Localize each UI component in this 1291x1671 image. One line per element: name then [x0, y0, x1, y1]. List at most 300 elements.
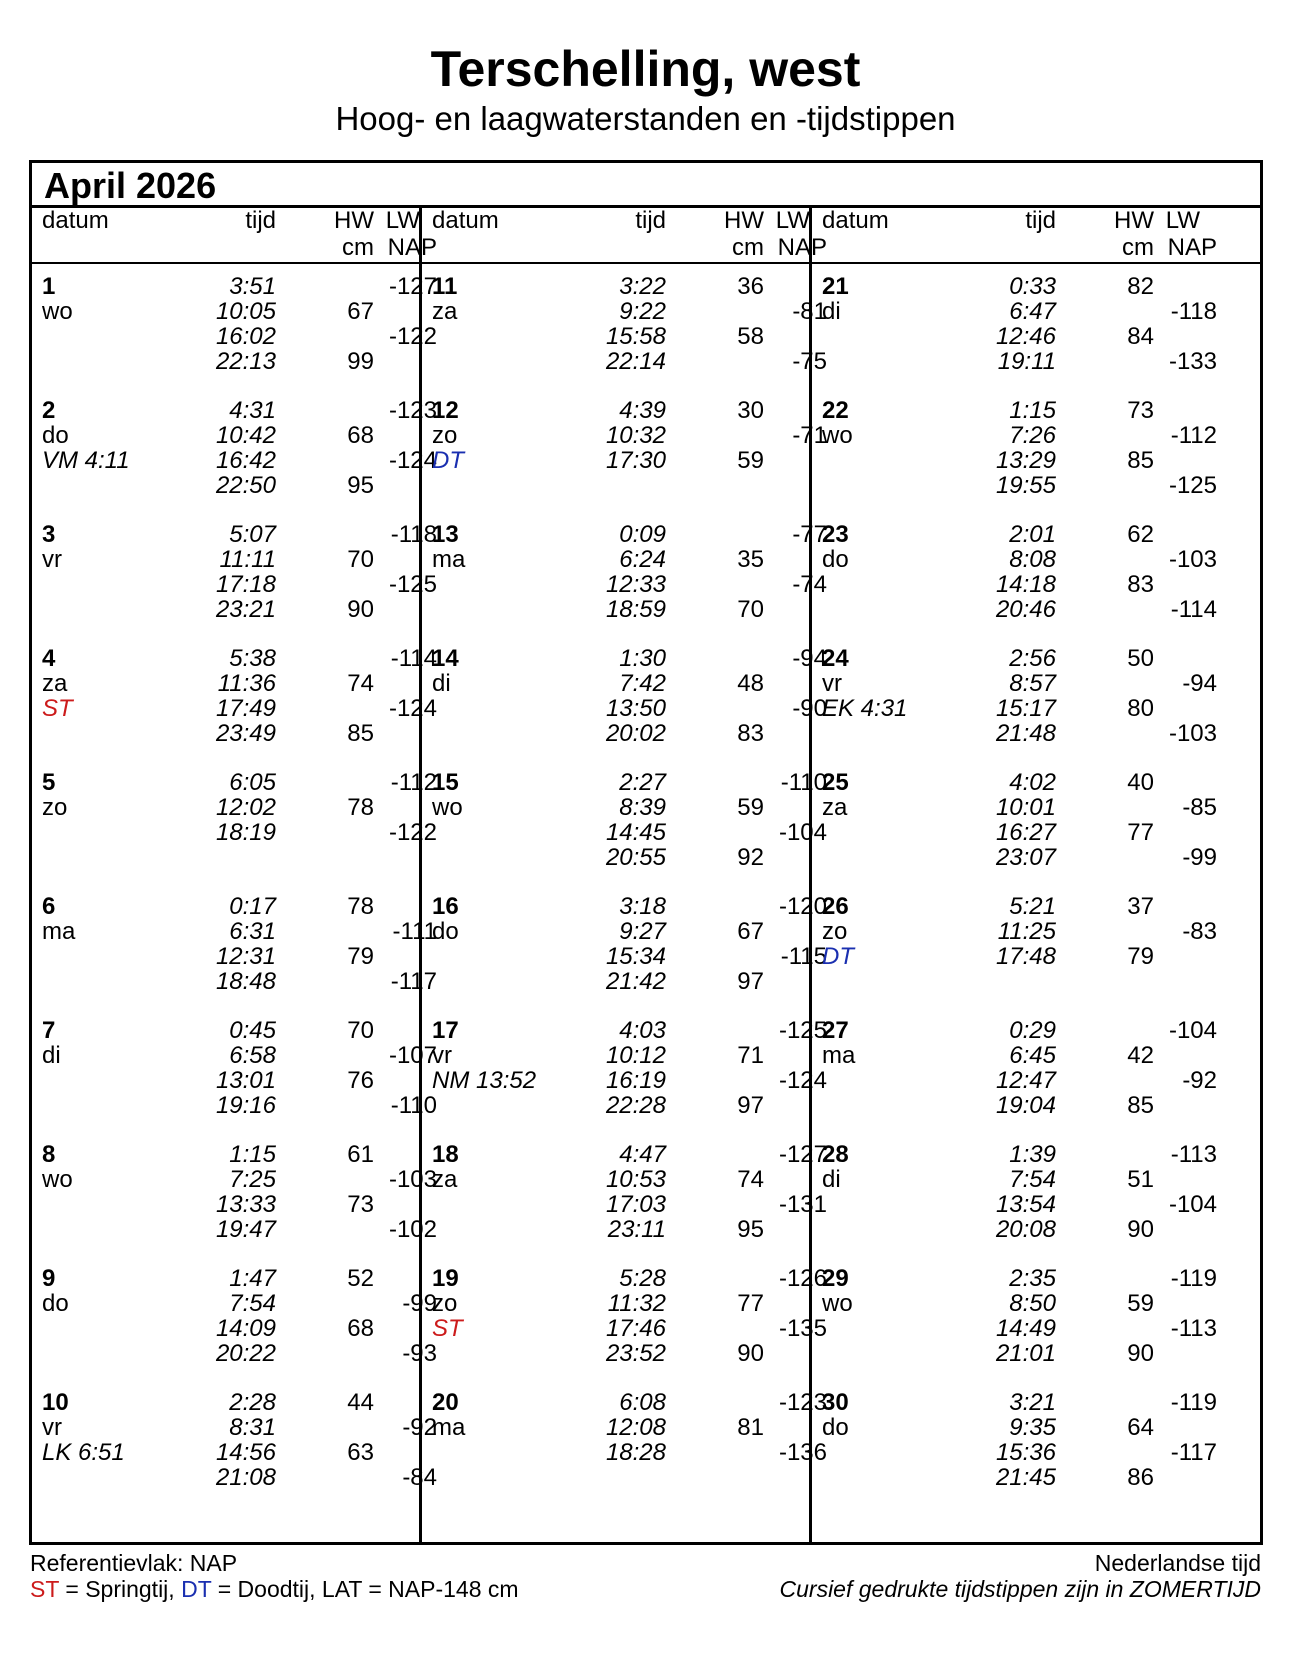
header-nap: NAP: [387, 234, 437, 261]
high-water-row: [422, 1166, 832, 1191]
high-water-level: 58: [737, 323, 764, 350]
high-water-row: [812, 893, 1222, 918]
header-datum: datum: [432, 207, 499, 234]
low-water-level: -119: [1170, 1265, 1217, 1292]
high-water-row: [812, 1414, 1222, 1439]
low-water-level: -107: [388, 1042, 437, 1069]
high-water-level: 85: [347, 720, 374, 747]
day-number: 2: [42, 397, 56, 424]
tide-time: 5:38: [229, 645, 276, 672]
low-water-row: [422, 1017, 832, 1042]
tide-time: 13:50: [605, 695, 666, 722]
tide-time: 22:13: [215, 348, 276, 375]
tide-time: 17:48: [995, 943, 1056, 970]
day-entry: [812, 521, 1222, 645]
high-water-level: 85: [1127, 1092, 1154, 1119]
high-water-row: [422, 447, 832, 472]
tide-time: 14:56: [215, 1439, 276, 1466]
high-water-row: [812, 645, 1222, 670]
low-water-level: -113: [1170, 1141, 1217, 1168]
low-water-level: -94: [792, 645, 827, 672]
day-number: 30: [822, 1389, 849, 1416]
day-number: 16: [432, 893, 459, 920]
tide-table: [29, 160, 1263, 1545]
low-water-level: -111: [392, 918, 437, 945]
low-water-level: -103: [1168, 720, 1217, 747]
tide-time: 7:25: [229, 1166, 276, 1193]
weekday: ma: [432, 546, 466, 573]
high-water-level: 74: [347, 670, 374, 697]
low-water-level: -124: [388, 447, 437, 474]
low-water-row: [32, 273, 442, 298]
high-water-level: 77: [1127, 819, 1154, 846]
high-water-row: [812, 447, 1222, 472]
header-nap: NAP: [777, 234, 827, 261]
tide-time: 2:27: [619, 769, 666, 796]
tide-time: 19:47: [215, 1216, 276, 1243]
high-water-level: 90: [1127, 1340, 1154, 1367]
high-water-level: 82: [1127, 273, 1154, 300]
tide-time: 15:58: [605, 323, 666, 350]
weekday: zo: [432, 422, 458, 449]
tide-time: 2:28: [229, 1389, 276, 1416]
low-water-row: [422, 769, 832, 794]
high-water-level: 95: [347, 472, 374, 499]
st-abbr: ST: [30, 1576, 59, 1602]
tide-time: 0:17: [229, 893, 276, 920]
low-water-row: [32, 645, 442, 670]
low-water-level: -112: [1170, 422, 1217, 449]
tide-time: 6:47: [1009, 298, 1056, 325]
low-water-level: -120: [778, 893, 827, 920]
high-water-level: 67: [737, 918, 764, 945]
tide-time: 6:45: [1009, 1042, 1056, 1069]
weekday: do: [822, 1414, 849, 1441]
low-water-level: -85: [1182, 794, 1217, 821]
page-title: Terschelling, west: [430, 41, 861, 97]
tide-time: 5:07: [229, 521, 276, 548]
tide-time: 7:54: [229, 1290, 276, 1317]
day-number: 21: [822, 273, 849, 300]
high-water-level: 70: [347, 546, 374, 573]
tide-time: 14:49: [995, 1315, 1056, 1342]
header-datum: datum: [822, 207, 889, 234]
tide-time: 21:48: [995, 720, 1056, 747]
tide-time: 7:54: [1009, 1166, 1056, 1193]
tide-time: 9:27: [619, 918, 666, 945]
high-water-row: [812, 1166, 1222, 1191]
low-water-row: [812, 1067, 1222, 1092]
day-entry: [32, 893, 442, 1017]
low-water-row: [422, 348, 832, 373]
high-water-level: 73: [1127, 397, 1154, 424]
low-water-level: -124: [388, 695, 437, 722]
tide-time: 8:57: [1009, 670, 1056, 697]
high-water-level: 79: [1127, 943, 1154, 970]
low-water-level: -114: [390, 645, 437, 672]
day-entry: [32, 1389, 442, 1513]
high-water-level: 61: [347, 1141, 374, 1168]
tide-time: 21:08: [215, 1464, 276, 1491]
tide-time: 12:46: [995, 323, 1056, 350]
tide-time: 14:18: [995, 571, 1056, 598]
high-water-level: 36: [737, 273, 764, 300]
tide-time: 2:56: [1009, 645, 1056, 672]
neap-tide-marker: DT: [432, 447, 464, 474]
day-entry: [422, 273, 832, 397]
low-water-row: [422, 571, 832, 596]
high-water-level: 59: [1127, 1290, 1154, 1317]
low-water-row: [32, 1092, 442, 1117]
low-water-level: -133: [1168, 348, 1217, 375]
high-water-row: [32, 422, 442, 447]
tide-time: 9:22: [619, 298, 666, 325]
tide-time: 7:42: [619, 670, 666, 697]
high-water-level: 48: [737, 670, 764, 697]
tide-time: 17:30: [605, 447, 666, 474]
high-water-row: [32, 720, 442, 745]
low-water-level: -71: [792, 422, 827, 449]
high-water-row: [422, 1414, 832, 1439]
moon-phase-note: LK 6:51: [42, 1439, 125, 1466]
low-water-row: [32, 521, 442, 546]
high-water-row: [32, 943, 442, 968]
low-water-row: [32, 1290, 442, 1315]
tide-time: 13:33: [215, 1191, 276, 1218]
tide-time: 6:58: [229, 1042, 276, 1069]
tide-time: 1:47: [229, 1265, 276, 1292]
tide-time: 8:31: [229, 1414, 276, 1441]
high-water-row: [32, 348, 442, 373]
high-water-row: [812, 943, 1222, 968]
tide-time: 5:21: [1009, 893, 1056, 920]
tide-time: 19:04: [995, 1092, 1056, 1119]
low-water-level: -122: [388, 819, 437, 846]
tide-time: 14:09: [215, 1315, 276, 1342]
low-water-level: -117: [1170, 1439, 1217, 1466]
tide-time: 8:08: [1009, 546, 1056, 573]
spring-tide-marker: ST: [42, 695, 73, 722]
tide-time: 11:36: [217, 670, 276, 697]
high-water-level: 68: [347, 1315, 374, 1342]
high-water-level: 86: [1127, 1464, 1154, 1491]
moon-phase-note: EK 4:31: [822, 695, 908, 722]
weekday: zo: [432, 1290, 458, 1317]
st-text: = Springtij,: [58, 1576, 182, 1602]
low-water-level: -92: [402, 1414, 437, 1441]
tide-time: 18:19: [215, 819, 276, 846]
high-water-level: 97: [737, 968, 764, 995]
tide-time: 4:31: [229, 397, 276, 424]
day-number: 29: [822, 1265, 849, 1292]
tide-time: 10:05: [215, 298, 276, 325]
low-water-row: [32, 1414, 442, 1439]
high-water-level: 70: [737, 596, 764, 623]
day-entry: [32, 1017, 442, 1141]
tide-time: 10:01: [995, 794, 1056, 821]
low-water-row: [812, 844, 1222, 869]
high-water-level: 90: [1127, 1216, 1154, 1243]
high-water-row: [422, 273, 832, 298]
high-water-level: 90: [737, 1340, 764, 1367]
high-water-level: 97: [737, 1092, 764, 1119]
high-water-row: [32, 1389, 442, 1414]
low-water-level: -99: [402, 1290, 437, 1317]
day-entry: [422, 1141, 832, 1265]
high-water-level: 70: [347, 1017, 374, 1044]
high-water-level: 52: [347, 1265, 374, 1292]
tide-time: 13:54: [995, 1191, 1056, 1218]
low-water-level: -104: [778, 819, 827, 846]
spring-tide-marker: ST: [432, 1315, 463, 1342]
legend-note: [30, 1576, 519, 1603]
low-water-row: [422, 893, 832, 918]
tide-time: 8:50: [1009, 1290, 1056, 1317]
high-water-row: [812, 273, 1222, 298]
dt-abbr: DT: [181, 1576, 212, 1602]
tide-time: 20:02: [605, 720, 666, 747]
low-water-row: [812, 1141, 1222, 1166]
high-water-row: [422, 546, 832, 571]
day-entry: [32, 273, 442, 397]
day-number: 14: [432, 645, 459, 672]
tide-time: 21:01: [995, 1340, 1056, 1367]
low-water-row: [32, 571, 442, 596]
low-water-level: -83: [1182, 918, 1217, 945]
day-entry: [812, 1265, 1222, 1389]
day-number: 6: [42, 893, 56, 920]
tide-time: 18:48: [215, 968, 276, 995]
tide-time: 3:22: [619, 273, 666, 300]
day-number: 18: [432, 1141, 459, 1168]
low-water-level: -136: [778, 1439, 827, 1466]
low-water-level: -110: [390, 1092, 437, 1119]
tide-time: 23:07: [995, 844, 1056, 871]
neap-tide-marker: DT: [822, 943, 854, 970]
weekday: wo: [432, 794, 463, 821]
high-water-row: [32, 546, 442, 571]
header-datum: datum: [42, 207, 109, 234]
low-water-row: [32, 1042, 442, 1067]
weekday: ma: [42, 918, 76, 945]
header-hw: HW: [1114, 207, 1154, 234]
day-number: 13: [432, 521, 459, 548]
low-water-level: -119: [1170, 1389, 1217, 1416]
low-water-row: [812, 1315, 1222, 1340]
low-water-level: -92: [1182, 1067, 1217, 1094]
tide-time: 4:03: [619, 1017, 666, 1044]
low-water-row: [812, 546, 1222, 571]
high-water-level: 71: [737, 1042, 764, 1069]
moon-phase-note: VM 4:11: [42, 447, 130, 474]
day-entry: [422, 1389, 832, 1513]
high-water-level: 62: [1127, 521, 1154, 548]
high-water-row: [32, 1017, 442, 1042]
high-water-row: [422, 1042, 832, 1067]
low-water-level: -123: [778, 1389, 827, 1416]
tide-time: 4:47: [619, 1141, 666, 1168]
tide-time: 3:21: [1009, 1389, 1056, 1416]
low-water-row: [32, 397, 442, 422]
high-water-row: [32, 298, 442, 323]
weekday: wo: [42, 1166, 73, 1193]
weekday: di: [822, 298, 841, 325]
high-water-level: 92: [737, 844, 764, 871]
weekday: wo: [42, 298, 73, 325]
low-water-row: [422, 645, 832, 670]
low-water-row: [812, 472, 1222, 497]
weekday: za: [822, 794, 848, 821]
high-water-row: [422, 1216, 832, 1241]
low-water-row: [32, 819, 442, 844]
low-water-row: [812, 1191, 1222, 1216]
weekday: di: [42, 1042, 61, 1069]
high-water-row: [422, 1340, 832, 1365]
low-water-row: [422, 422, 832, 447]
header-hw: HW: [724, 207, 764, 234]
low-water-level: -103: [388, 1166, 437, 1193]
low-water-row: [32, 1166, 442, 1191]
high-water-row: [422, 1092, 832, 1117]
tide-time: 22:50: [215, 472, 276, 499]
high-water-level: 59: [737, 794, 764, 821]
day-entry: [422, 1017, 832, 1141]
low-water-row: [32, 447, 442, 472]
weekday: do: [42, 422, 69, 449]
day-entry: [422, 397, 832, 521]
low-water-row: [812, 348, 1222, 373]
high-water-row: [812, 1290, 1222, 1315]
tide-time: 23:52: [605, 1340, 666, 1367]
day-number: 10: [42, 1389, 69, 1416]
tide-time: 1:15: [1009, 397, 1056, 424]
high-water-level: 74: [737, 1166, 764, 1193]
high-water-row: [812, 571, 1222, 596]
tide-time: 12:33: [605, 571, 666, 598]
month-label: April 2026: [44, 165, 217, 206]
low-water-level: -127: [388, 273, 437, 300]
high-water-level: 35: [737, 546, 764, 573]
weekday: za: [432, 1166, 458, 1193]
weekday: za: [42, 670, 68, 697]
day-entry: [812, 1389, 1222, 1513]
tide-time: 2:35: [1009, 1265, 1056, 1292]
high-water-level: 67: [347, 298, 374, 325]
tide-time: 10:12: [605, 1042, 666, 1069]
weekday: di: [432, 670, 451, 697]
high-water-row: [32, 1191, 442, 1216]
high-water-level: 84: [1127, 323, 1154, 350]
high-water-level: 51: [1127, 1166, 1154, 1193]
high-water-level: 59: [737, 447, 764, 474]
tide-time: 8:39: [619, 794, 666, 821]
weekday: di: [822, 1166, 841, 1193]
tide-time: 15:17: [995, 695, 1056, 722]
high-water-row: [422, 397, 832, 422]
tide-time: 4:02: [1009, 769, 1056, 796]
high-water-row: [422, 844, 832, 869]
high-water-row: [32, 1265, 442, 1290]
tide-time: 17:46: [605, 1315, 666, 1342]
high-water-level: 78: [347, 794, 374, 821]
day-number: 20: [432, 1389, 459, 1416]
high-water-level: 78: [347, 893, 374, 920]
low-water-row: [812, 1389, 1222, 1414]
tide-time: 20:55: [605, 844, 666, 871]
tide-time: 19:55: [995, 472, 1056, 499]
high-water-level: 50: [1127, 645, 1154, 672]
day-column: [422, 163, 832, 1542]
low-water-level: -74: [792, 571, 827, 598]
tide-time: 12:47: [995, 1067, 1056, 1094]
tide-time: 0:45: [229, 1017, 276, 1044]
high-water-row: [422, 670, 832, 695]
low-water-row: [32, 323, 442, 348]
tide-time: 9:35: [1009, 1414, 1056, 1441]
day-number: 12: [432, 397, 459, 424]
high-water-level: 81: [737, 1414, 764, 1441]
low-water-row: [422, 521, 832, 546]
tide-time: 22:14: [605, 348, 666, 375]
tide-time: 0:33: [1009, 273, 1056, 300]
day-number: 7: [42, 1017, 56, 1044]
low-water-row: [812, 298, 1222, 323]
high-water-row: [32, 1067, 442, 1092]
day-entry: [812, 1017, 1222, 1141]
day-number: 15: [432, 769, 459, 796]
day-number: 25: [822, 769, 849, 796]
day-entry: [32, 769, 442, 893]
high-water-row: [812, 695, 1222, 720]
low-water-level: -84: [402, 1464, 437, 1491]
high-water-level: 90: [347, 596, 374, 623]
header-tijd: tijd: [1025, 207, 1056, 234]
low-water-level: -104: [1168, 1191, 1217, 1218]
weekday: wo: [822, 1290, 853, 1317]
tide-time: 1:15: [229, 1141, 276, 1168]
tide-time: 0:09: [619, 521, 666, 548]
tide-time: 7:26: [1009, 422, 1056, 449]
high-water-row: [32, 670, 442, 695]
low-water-row: [812, 1265, 1222, 1290]
tide-time: 6:31: [229, 918, 276, 945]
header-cm: cm: [342, 234, 374, 261]
header-cm: cm: [732, 234, 764, 261]
low-water-level: -113: [1170, 1315, 1217, 1342]
tide-time: 4:39: [619, 397, 666, 424]
low-water-level: -127: [778, 1141, 827, 1168]
low-water-row: [32, 918, 442, 943]
low-water-level: -81: [792, 298, 827, 325]
low-water-level: -124: [778, 1067, 827, 1094]
low-water-level: -77: [792, 521, 827, 548]
low-water-level: -102: [388, 1216, 437, 1243]
low-water-level: -123: [388, 397, 437, 424]
header-nap: NAP: [1167, 234, 1217, 261]
high-water-row: [812, 1092, 1222, 1117]
day-entry: [422, 769, 832, 893]
low-water-row: [812, 1017, 1222, 1042]
low-water-level: -122: [388, 323, 437, 350]
tide-time: 22:28: [605, 1092, 666, 1119]
weekday: do: [42, 1290, 69, 1317]
low-water-level: -93: [402, 1340, 437, 1367]
day-entry: [422, 521, 832, 645]
tide-time: 1:39: [1009, 1141, 1056, 1168]
low-water-row: [422, 1389, 832, 1414]
high-water-row: [32, 794, 442, 819]
day-entry: [32, 397, 442, 521]
